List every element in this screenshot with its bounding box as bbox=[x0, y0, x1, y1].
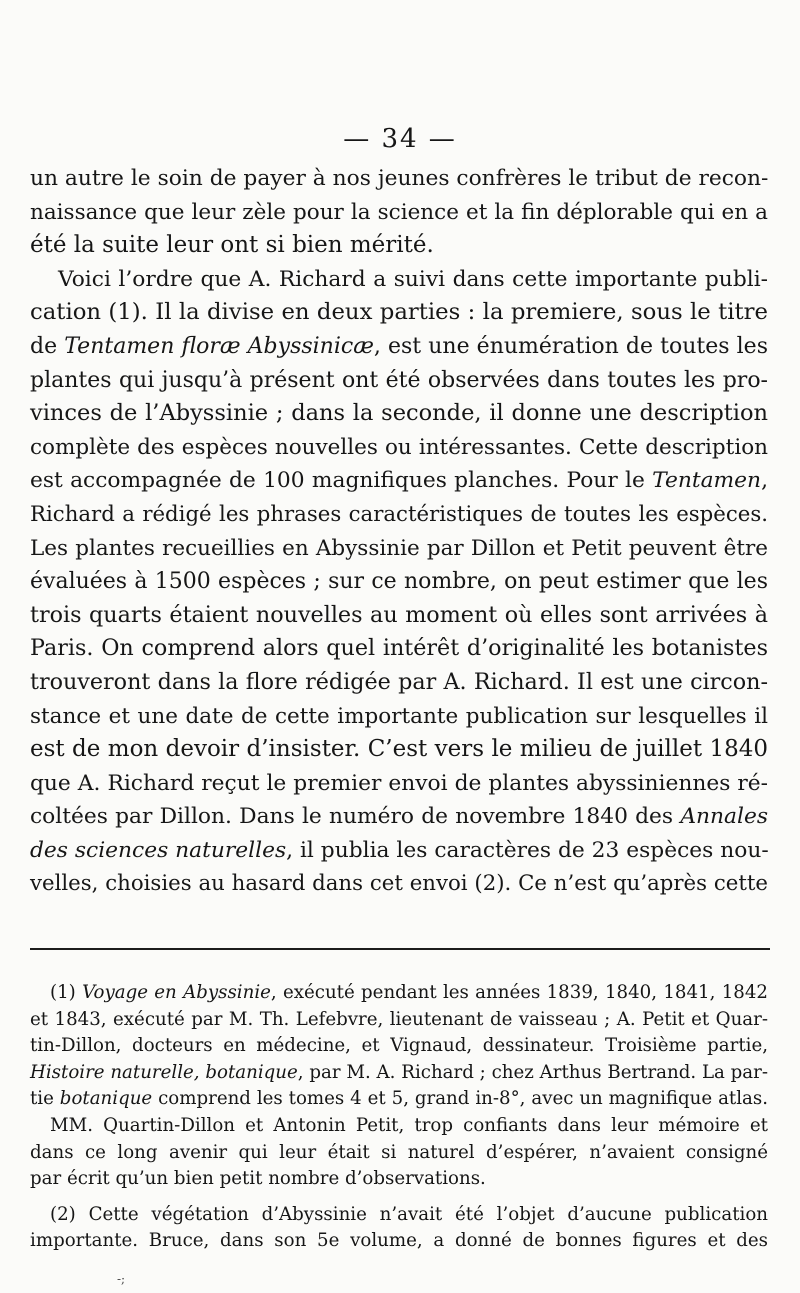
text-line: Richard a rédigé les phrases caractéristiques de toutes les espèces. bbox=[30, 501, 768, 527]
text-line: velles, choisies au hasard dans cet envoi (2). Ce n’est qu’après cette bbox=[30, 871, 768, 897]
text-line: que A. Richard reçut le premier envoi de plantes abyssiniennes ré- bbox=[30, 770, 768, 796]
text-line: évaluées à 1500 espèces ; sur ce nombre, on peut estimer que les bbox=[30, 569, 768, 595]
page-number: — 34 — bbox=[343, 124, 457, 154]
footnote-line: et 1843, exécuté par M. Th. Lefebvre, lieutenant de vaisseau ; A. Petit et Quar- bbox=[30, 1008, 768, 1030]
main-text bbox=[30, 162, 768, 901]
text-line: complète des espèces nouvelles ou intéressantes. Cette description bbox=[30, 434, 768, 460]
text-line: stance et une date de cette importante publication sur lesquelles il bbox=[30, 703, 768, 729]
text-line: des sciences naturelles, il publia les caractères de 23 espèces nou- bbox=[30, 837, 769, 863]
text-line: est accompagnée de 100 magnifiques planches. Pour le Tentamen, bbox=[30, 468, 768, 494]
text-line: trouveront dans la flore rédigée par A. Richard. Il est une circon- bbox=[30, 668, 768, 695]
text-line: plantes qui jusqu’à présent ont été observées dans toutes les pro- bbox=[30, 367, 768, 393]
footnote-line: tie botanique comprend les tomes 4 et 5, grand in-8°, avec un magnifique atlas. bbox=[30, 1088, 768, 1110]
text-line: été la suite leur ont si bien mérité. bbox=[30, 232, 434, 259]
text-line: Les plantes recueillies en Abyssinie par Dillon et Petit peuvent être bbox=[30, 535, 768, 561]
footnote-line: MM. Quartin-Dillon et Antonin Petit, trop confiants dans leur mémoire et bbox=[50, 1114, 768, 1136]
footnote-line: dans ce long avenir qui leur était si naturel d’espérer, n’avaient consigné bbox=[30, 1141, 768, 1163]
footnotes bbox=[30, 980, 768, 1255]
text-line: trois quarts étaient nouvelles au moment où elles sont arrivées à bbox=[30, 601, 768, 628]
text-line: vinces de l’Abyssinie ; dans la seconde, il donne une description bbox=[30, 400, 768, 427]
footnote-line: (2) Cette végétation d’Abyssinie n’avait été l’objet d’aucune publication bbox=[50, 1203, 768, 1225]
footnote-line: tin-Dillon, docteurs en médecine, et Vignaud, dessinateur. Troisième partie, bbox=[30, 1035, 768, 1057]
text-line: de Tentamen floræ Abyssinicæ, est une énumération de toutes les bbox=[30, 333, 768, 359]
text-line: cation (1). Il la divise en deux parties : la premiere, sous le titre bbox=[30, 299, 768, 326]
text-line: est de mon devoir d’insister. C’est vers le milieu de juillet 1840 bbox=[30, 736, 768, 763]
footnote-line: par écrit qu’un bien petit nombre d’observations. bbox=[30, 1168, 486, 1190]
text-line: coltées par Dillon. Dans le numéro de novembre 1840 des Annales bbox=[30, 804, 768, 830]
footnote-line: (1) Voyage en Abyssinie, exécuté pendant les années 1839, 1840, 1841, 1842 bbox=[50, 982, 768, 1003]
text-line: Voici l’ordre que A. Richard a suivi dans cette importante publi- bbox=[58, 266, 768, 292]
page-mark: -; bbox=[117, 1272, 126, 1286]
text-line: naissance que leur zèle pour la science et la fin déplorable qui en a bbox=[30, 199, 768, 225]
footnote-divider bbox=[30, 948, 770, 950]
footnote-line: importante. Bruce, dans son 5e volume, a donné de bonnes figures et des bbox=[30, 1230, 768, 1252]
footnote-line: Histoire naturelle, botanique, par M. A. Richard ; chez Arthus Bertrand. La par- bbox=[30, 1061, 768, 1083]
text-line: Paris. On comprend alors quel intérêt d’originalité les botanistes bbox=[30, 635, 768, 662]
text-line: un autre le soin de payer à nos jeunes confrères le tribut de recon- bbox=[30, 166, 769, 191]
